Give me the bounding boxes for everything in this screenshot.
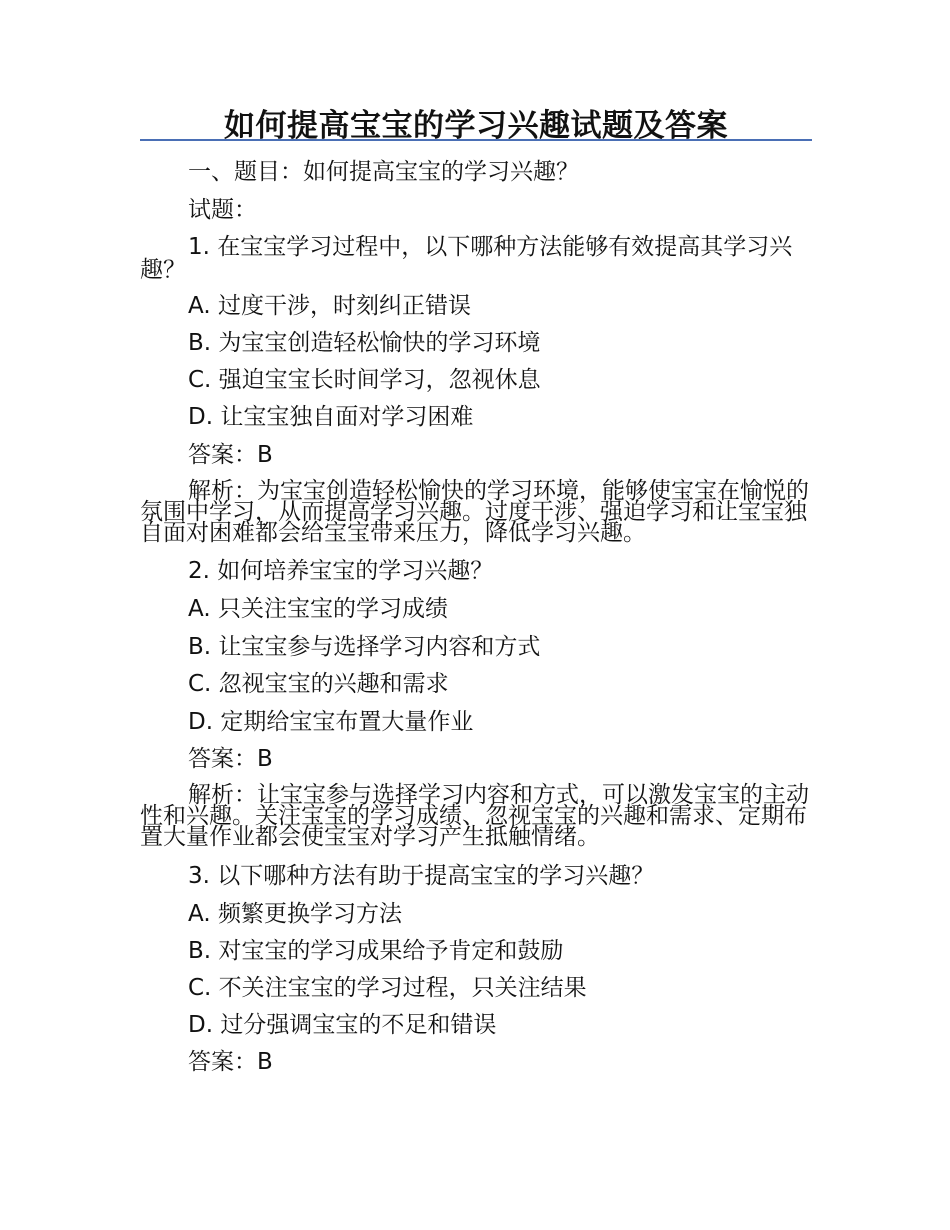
question-3-option-b: B. 对宝宝的学习成果给予肯定和鼓励 <box>188 938 564 964</box>
section-heading: 一、题目：如何提高宝宝的学习兴趣？ <box>188 159 579 185</box>
question-3-stem: 3. 以下哪种方法有助于提高宝宝的学习兴趣？ <box>188 863 655 889</box>
question-1-stem: 1. 在宝宝学习过程中，以下哪种方法能够有效提高其学习兴趣？ <box>140 234 793 283</box>
question-3-option-c: C. 不关注宝宝的学习过程，只关注结果 <box>188 975 587 1001</box>
question-2-stem: 2. 如何培养宝宝的学习兴趣？ <box>188 558 494 584</box>
document-title: 如何提高宝宝的学习兴趣试题及答案 <box>224 108 728 144</box>
question-1-option-a: A. 过度干涉，时刻纠正错误 <box>188 293 471 319</box>
question-2-option-a: A. 只关注宝宝的学习成绩 <box>188 596 448 622</box>
exam-label: 试题： <box>188 197 257 223</box>
question-2-answer: 答案：B <box>188 746 273 772</box>
question-1-option-c: C. 强迫宝宝长时间学习，忽视休息 <box>188 367 541 393</box>
question-2-option-c: C. 忽视宝宝的兴趣和需求 <box>188 671 449 697</box>
question-3-answer: 答案：B <box>188 1049 273 1075</box>
question-1-option-d: D. 让宝宝独自面对学习困难 <box>188 404 474 430</box>
title-underline <box>140 139 812 141</box>
question-1-option-b: B. 为宝宝创造轻松愉快的学习环境 <box>188 330 541 356</box>
question-2-analysis: 解析：让宝宝参与选择学习内容和方式，可以激发宝宝的主动性和兴趣。关注宝宝的学习成绩、忽视宝宝的兴趣和需求、定期布置大量作业都会使宝宝对学习产生抵触情绪。 <box>140 782 809 850</box>
question-1-analysis: 解析：为宝宝创造轻松愉快的学习环境，能够使宝宝在愉悦的氛围中学习，从而提高学习兴趣。过度干涉、强迫学习和让宝宝独自面对困难都会给宝宝带来压力，降低学习兴趣。 <box>140 478 809 546</box>
question-3-option-d: D. 过分强调宝宝的不足和错误 <box>188 1012 497 1038</box>
question-1-answer: 答案：B <box>188 442 273 468</box>
question-3-option-a: A. 频繁更换学习方法 <box>188 901 402 927</box>
question-2-option-d: D. 定期给宝宝布置大量作业 <box>188 709 474 735</box>
question-2-option-b: B. 让宝宝参与选择学习内容和方式 <box>188 634 541 660</box>
